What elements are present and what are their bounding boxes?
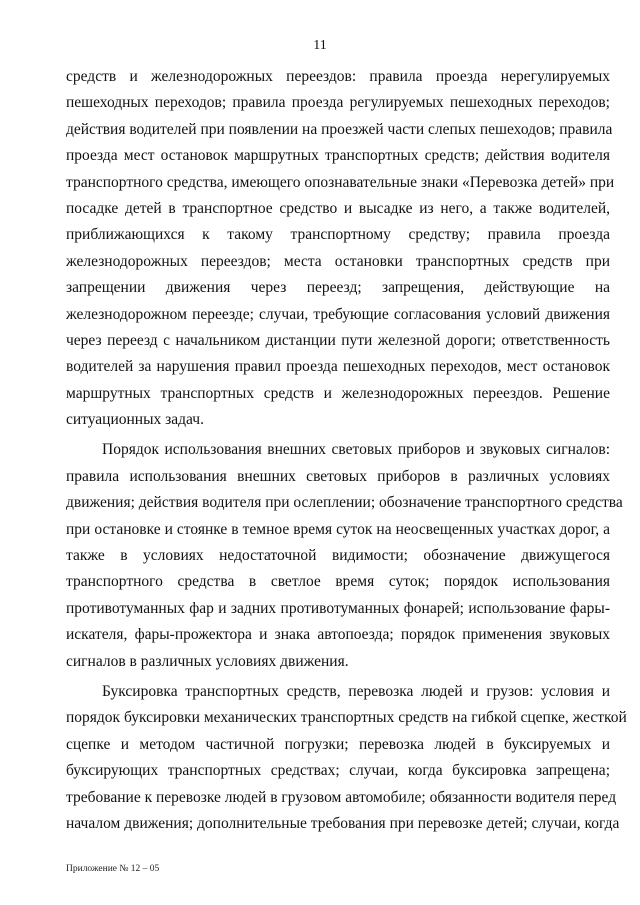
paragraph bbox=[66, 679, 627, 837]
text-line: маршрутных транспортных средств и железнодорожных переездов. Решение bbox=[66, 384, 610, 402]
paragraph bbox=[66, 64, 615, 433]
text-line: транспортного средства в светлое время суток; порядок использования bbox=[66, 573, 610, 591]
document-body bbox=[66, 64, 627, 837]
text-line: сцепке и методом частичной погрузки; перевозка людей в буксируемых и bbox=[66, 735, 610, 753]
text-line: буксирующих транспортных средствах; случаи, когда буксировка запрещена; bbox=[66, 762, 610, 780]
paragraph bbox=[66, 437, 623, 675]
text-line: железнодорожных переездов; места остановки транспортных средств при bbox=[66, 252, 610, 270]
text-line: ситуационных задач. bbox=[66, 411, 204, 429]
text-line: противотуманных фар и задних противотуманных фонарей; использование фары- bbox=[66, 599, 610, 617]
text-line: порядок буксировки механических транспортных средств на гибкой сцепке, жесткой bbox=[66, 709, 627, 727]
text-line: посадке детей в транспортное средство и высадке из него, а также водителей, bbox=[66, 199, 610, 217]
text-line: началом движения; дополнительные требования при перевозке детей; случаи, когда bbox=[66, 814, 620, 832]
text-line: железнодорожном переезде; случаи, требующие согласования условий движения bbox=[66, 305, 610, 323]
text-line: пешеходных переходов; правила проезда регулируемых пешеходных переходов; bbox=[66, 94, 610, 112]
text-line: приближающихся к такому транспортному средству; правила проезда bbox=[66, 226, 610, 244]
text-line: также в условиях недостаточной видимости; обозначение движущегося bbox=[66, 547, 610, 565]
page-number: 11 bbox=[313, 38, 327, 53]
text-line: средств и железнодорожных переездов: правила проезда нерегулируемых bbox=[66, 68, 610, 85]
text-line: искателя, фары-прожектора и знака автопоезда; порядок применения звуковых bbox=[66, 626, 610, 644]
text-line: движения; действия водителя при ослеплении; обозначение транспортного средства bbox=[66, 494, 623, 512]
text-line: правила использования внешних световых приборов в различных условиях bbox=[66, 467, 610, 485]
text-line: Буксировка транспортных средств, перевозка людей и грузов: условия и bbox=[102, 682, 610, 700]
text-line: при остановке и стоянке в темное время суток на неосвещенных участках дорог, а bbox=[66, 520, 610, 538]
text-line: запрещении движения через переезд; запрещения, действующие на bbox=[66, 279, 610, 297]
footer-note: Приложение № 12 – 05 bbox=[66, 864, 160, 874]
text-line: через переезд с начальником дистанции пути железной дороги; ответственность bbox=[66, 331, 610, 349]
text-line: действия водителей при появлении на проезжей части слепых пешеходов; правила bbox=[66, 120, 613, 138]
text-line: водителей за нарушения правил проезда пешеходных переходов, мест остановок bbox=[66, 358, 610, 376]
text-line: сигналов в различных условиях движения. bbox=[66, 652, 349, 670]
text-line: Порядок использования внешних световых приборов и звуковых сигналов: bbox=[102, 441, 610, 459]
text-line: требование к перевозке людей в грузовом автомобиле; обязанности водителя перед bbox=[66, 788, 617, 806]
text-line: проезда мест остановок маршрутных транспортных средств; действия водителя bbox=[66, 147, 610, 165]
text-line: транспортного средства, имеющего опознавательные знаки «Перевозка детей» при bbox=[66, 173, 615, 191]
